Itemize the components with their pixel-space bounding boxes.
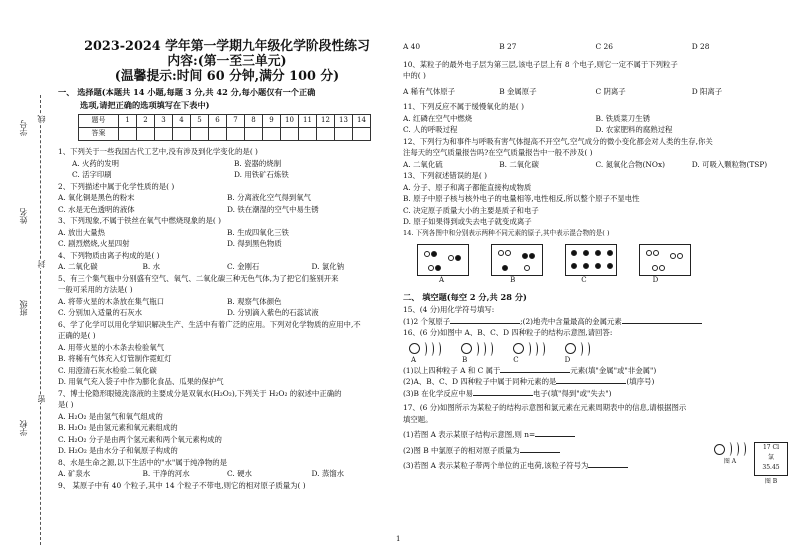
shell-arc <box>578 342 583 356</box>
answer-blank[interactable] <box>588 460 628 468</box>
option: B. 二氧化碳 <box>499 159 539 169</box>
answer-cell[interactable] <box>245 128 263 141</box>
margin-label-name: 姓名 <box>19 208 28 224</box>
shell-arc <box>741 442 746 456</box>
nucleus <box>409 343 420 354</box>
figure-b <box>754 442 788 485</box>
table-header-label: 题号 <box>79 115 119 128</box>
table-number: 3 <box>155 115 173 128</box>
answer-blank[interactable] <box>450 316 520 324</box>
answer-cell[interactable] <box>335 128 353 141</box>
atom-dot <box>659 265 665 271</box>
option: A. H₂O₂ 是由氢气和氧气组成的 <box>58 411 163 421</box>
shell-arc <box>422 342 427 356</box>
option: A. 红磷在空气中燃烧 <box>403 113 473 123</box>
option: C. 活字印刷 <box>72 170 112 179</box>
atom-dot <box>428 265 434 271</box>
exam-content: 内容:(第一至三单元) <box>167 54 287 69</box>
option: B. 观察气体颜色 <box>227 296 282 306</box>
molecule-box-a <box>417 244 469 276</box>
atom-dot <box>431 251 437 257</box>
shell-arc <box>526 342 531 356</box>
option: D. 氯化钠 <box>311 262 345 271</box>
answer-blank[interactable] <box>520 445 560 453</box>
table-number: 11 <box>299 115 317 128</box>
answer-cell[interactable] <box>119 128 137 141</box>
option: C. 用澄清石灰水检验二氧化碳 <box>58 365 157 375</box>
question-2: 2、下列描述中属于化学性质的是( ) <box>58 181 175 191</box>
option: B. 原子中原子核与核外电子的电量相等,电性相反,所以整个原子不显电性 <box>403 194 640 203</box>
atom-dot <box>571 250 577 256</box>
answer-cell[interactable] <box>263 128 281 141</box>
table-number: 5 <box>191 115 209 128</box>
periodic-cell-chlorine <box>754 442 788 476</box>
q16-labels <box>411 356 788 365</box>
option: B. 瓷器的烧制 <box>234 158 282 168</box>
atom-dot <box>502 265 508 271</box>
q16-part1 <box>403 365 788 377</box>
section1-heading-cont: 选项,请把正确的选项填写在下表中) <box>80 100 210 110</box>
atom-dot <box>595 250 601 256</box>
atom-dot <box>435 265 441 271</box>
answer-cell[interactable] <box>317 128 335 141</box>
answer-blank[interactable] <box>622 316 702 324</box>
question-1: 1、下列关于一些我国古代工艺中,没有涉及到化学变化的是( ) <box>58 147 258 156</box>
q15-part2: ;(2)地壳中含量最高的金属元素 <box>520 316 622 326</box>
figure-label: D <box>652 276 659 284</box>
atom-dot <box>646 250 652 256</box>
option: B. 干净的河水 <box>142 469 190 478</box>
question-5: 5、有三个集气瓶中分别盛有空气、氧气、二氧化碳三种无色气体,为了把它们鉴别开来 <box>58 273 339 283</box>
q17-text: (1)若图 A 表示某原子结构示意图,则 n= <box>403 430 536 439</box>
option: A. 二氧化碳 <box>58 262 98 271</box>
q16-text: (填序号) <box>626 377 655 386</box>
question-12: 12、下列行为和事件与呼吸有害气体提高不开空气,空气成分的微小变化都会对人类的生存,你关 <box>403 136 713 146</box>
table-number: 14 <box>353 115 371 128</box>
answer-table <box>78 114 371 141</box>
option: C 阴离子 <box>595 86 626 96</box>
shell-arc <box>540 342 545 356</box>
atom-dot <box>571 263 577 269</box>
option: A. 氧化铜是黑色的粉末 <box>58 193 135 202</box>
atomic-mass: 35.45 <box>762 464 780 471</box>
table-number: 2 <box>137 115 155 128</box>
atom-dot <box>455 255 461 261</box>
figure-caption: 图 A <box>723 458 737 465</box>
molecule-box-c <box>565 244 617 276</box>
figure-label: D <box>564 355 571 364</box>
atomic-number-symbol <box>755 443 787 453</box>
option: D. 用铁矿石炼铁 <box>234 170 289 179</box>
atom-dot <box>583 263 589 269</box>
atom-dot <box>652 265 658 271</box>
figure-label: A <box>439 276 445 284</box>
q17-text: (3)若图 A 表示某粒子带两个单位的正电荷,该粒子符号为 <box>403 461 589 470</box>
q17-text: (2)图 B 中氯原子的相对原子质量为 <box>403 445 520 455</box>
question-10: 10、某粒子的最外电子层为第三层,该电子层上有 8 个电子,则它一定不属于下列粒子 <box>403 59 678 69</box>
margin-label-school: 学校 <box>19 420 28 436</box>
margin-label-class: 班级 <box>19 300 28 316</box>
q11-options <box>403 124 788 136</box>
option: C. 人的呼吸过程 <box>403 125 458 134</box>
q5-options <box>58 307 396 319</box>
answer-cell[interactable] <box>191 128 209 141</box>
q12-options <box>403 159 788 171</box>
question-10-cont: 中的( ) <box>403 71 426 80</box>
option: D. 蒸馏水 <box>311 469 345 478</box>
section1-heading: 一、 选择题(本题共 14 小题,每题 3 分,共 42 分,每小题仅有一个正确 <box>58 87 316 97</box>
option: B. 生成四氧化三铁 <box>227 227 289 237</box>
shell-arc <box>488 342 493 356</box>
atom-dot <box>524 265 530 271</box>
option: A. 分子、原子和离子都能直接构成物质 <box>403 182 532 192</box>
answer-cell[interactable] <box>137 128 155 141</box>
option: A 40 <box>403 42 421 51</box>
option: C. 分别加入适量的石灰水 <box>58 308 142 317</box>
answer-cell[interactable] <box>227 128 245 141</box>
option: B 27 <box>499 42 517 51</box>
atom-diagram-a <box>409 342 441 356</box>
answer-blank[interactable] <box>500 365 570 373</box>
option: C. 氮氧化合物(NOx) <box>595 159 666 169</box>
question-7: 7、博士伦隐形眼镜洗涤液的主要成分是双氧水(H₂O₂),下列关于 H₂O₂ 的叙述中正确的 <box>58 388 342 398</box>
shell-arc <box>533 342 538 356</box>
option: D. 分别滴入紫色的石蕊试液 <box>227 308 319 317</box>
table-number: 1 <box>119 115 137 128</box>
q3-options <box>58 238 396 250</box>
option: D. 铁在潮湿的空气中易生锈 <box>227 204 319 214</box>
question-14: 14. 下列各图中和分别表示两种不同元素的原子,其中表示混合物的是( ) <box>403 228 610 237</box>
question-13: 13、下列叙述错误的是( ) <box>403 171 488 180</box>
atom-dot <box>448 255 454 261</box>
exam-tip: (温馨提示:时间 60 分钟,满分 100 分) <box>114 69 340 84</box>
shell-arc <box>481 342 486 356</box>
right-column <box>403 41 788 472</box>
seal-char-seal: 封 <box>37 260 46 268</box>
table-number: 4 <box>173 115 191 128</box>
atom-dot <box>607 263 613 269</box>
q1-options <box>58 158 396 170</box>
q8-options <box>58 468 396 480</box>
q17-part1 <box>403 429 788 441</box>
option: A. 矿泉水 <box>58 469 91 478</box>
option: D. H₂O₂ 是由水分子和氧原子构成的 <box>58 446 178 455</box>
question-11: 11、下列反应不属于缓慢氧化的是( ) <box>403 102 524 111</box>
element-symbol: Cl <box>772 444 780 451</box>
table-number: 6 <box>209 115 227 128</box>
answer-cell[interactable] <box>281 128 299 141</box>
question-8: 8、水是生命之源,以下生活中的"水"属于纯净物的是 <box>58 457 228 467</box>
option: D 28 <box>691 42 710 51</box>
question-17: 17、(6 分)如图所示为某粒子的结构示意图和氯元素在元素周期表中的信息,请根据图示 <box>403 403 687 412</box>
q1-options <box>58 169 396 181</box>
atom-dot <box>653 250 659 256</box>
option: B 金属原子 <box>499 86 537 96</box>
q15-blanks <box>403 316 788 328</box>
option: D 阳离子 <box>691 86 723 96</box>
q9-options <box>403 41 788 53</box>
figure-label: C <box>581 276 587 284</box>
nucleus <box>461 343 472 354</box>
question-6-cont: 正确的是( ) <box>58 331 96 340</box>
option: A 稀有气体原子 <box>403 86 456 96</box>
binding-margin <box>0 0 56 550</box>
nucleus <box>565 343 576 354</box>
q16-text: 电子(填"得到"或"失去") <box>532 388 612 398</box>
shell-arc <box>436 342 441 356</box>
answer-blank[interactable] <box>473 388 533 396</box>
question-7-cont: 是( ) <box>58 400 74 409</box>
option: A. 放出大量热 <box>58 227 105 237</box>
option: C. 金刚石 <box>227 262 260 271</box>
option: B. 分离液化空气得到氧气 <box>227 193 312 202</box>
atom-dot <box>529 253 535 259</box>
atom-dot <box>498 250 504 256</box>
table-number: 7 <box>227 115 245 128</box>
q5-options <box>58 296 396 308</box>
option: C. 决定原子质量大小的主要是质子和电子 <box>403 205 539 215</box>
q3-options <box>58 227 396 239</box>
option: D. 得到黑色物质 <box>227 239 282 248</box>
answer-blank[interactable] <box>556 376 626 384</box>
q16-text: (1)以上四种粒子 A 和 C 属于 <box>403 365 501 375</box>
atom-diagram-d <box>565 342 590 356</box>
option: A. 火药的发明 <box>72 158 119 168</box>
figure-caption: 图 B <box>764 478 778 485</box>
q14-labels <box>439 276 788 285</box>
shell-arc <box>429 342 434 356</box>
option: B. 将稀有气体充入灯管制作霓虹灯 <box>58 354 172 363</box>
table-answer-label: 答案 <box>79 128 119 141</box>
answer-cell[interactable] <box>209 128 227 141</box>
shell-arc <box>727 442 732 456</box>
nucleus <box>513 343 524 354</box>
atom-dot <box>677 253 683 259</box>
seal-char-secret: 密 <box>37 395 46 403</box>
figure-label: B <box>510 276 516 284</box>
option: B. 水 <box>142 262 161 271</box>
figure-label: A <box>411 355 417 364</box>
q16-atom-diagrams <box>409 342 788 356</box>
option: B. 铁质菜刀生锈 <box>595 113 650 123</box>
answer-cell[interactable] <box>353 128 371 141</box>
q2-options <box>58 192 396 204</box>
question-6: 6、学了化学可以用化学知识解决生产、生活中有着广泛的应用。下列对化学物质的应用中,不 <box>58 319 361 329</box>
q15-part1: (1)2 个氖原子 <box>403 316 451 326</box>
shell-arc <box>474 342 479 356</box>
q4-options <box>58 261 396 273</box>
q16-part2 <box>403 376 788 388</box>
atom-dot <box>607 250 613 256</box>
figure-a <box>714 442 746 465</box>
atom-dot <box>505 250 511 256</box>
exam-title: 2023-2024 学年第一学期九年级化学阶段性练习 <box>84 39 370 54</box>
answer-blank[interactable] <box>535 429 575 437</box>
option: D. 原子如果得到或失去电子就变成离子 <box>403 217 532 226</box>
answer-cell[interactable] <box>155 128 173 141</box>
option: C. 剧烈燃烧,火星四射 <box>58 239 130 248</box>
nucleus <box>714 444 725 455</box>
atomic-number: 17 <box>762 444 771 451</box>
question-17-cont: 填空题。 <box>403 414 433 424</box>
option: A. 用带火星的小木条去检验氧气 <box>58 342 165 352</box>
table-number: 9 <box>263 115 281 128</box>
question-4: 4、下列物质由离子构成的是( ) <box>58 250 160 260</box>
option: B. H₂O₂ 是由氢元素和氧元素组成的 <box>58 423 178 432</box>
option: C. 水是无色透明的液体 <box>58 204 135 214</box>
molecule-box-b <box>491 244 543 276</box>
section2-heading: 二、 填空题(每空 2 分,共 28 分) <box>403 292 527 302</box>
option: C. H₂O₂ 分子是由两个氢元素和两个氧元素构成的 <box>58 434 222 444</box>
q16-part3 <box>403 388 788 400</box>
question-3: 3、下列现象,不属于铁丝在氧气中燃烧现象的是( ) <box>58 216 221 225</box>
q17-figures <box>714 442 788 485</box>
atom-dot <box>522 253 528 259</box>
question-16: 16、(6 分)如图中 A、B、C、D 四种粒子的结构示意图,请回答: <box>403 328 613 337</box>
question-9: 9、 某原子中有 40 个粒子,其中 14 个粒子不带电,则它的相对原子质量为( ) <box>58 480 306 490</box>
question-5-cont: 一般可采用的方法是( ) <box>58 285 133 294</box>
atom-dot <box>424 251 430 257</box>
atom-diagram-17a <box>714 442 746 456</box>
left-column <box>58 0 396 491</box>
option: D. 用氧气充入袋子中作为膨化食品、瓜果的保护气 <box>58 377 224 386</box>
seal-char-line: 线 <box>37 115 46 123</box>
option: C. 硬水 <box>227 469 252 478</box>
answer-cell[interactable] <box>173 128 191 141</box>
answer-cell[interactable] <box>299 128 317 141</box>
option: A. 将带火星的木条放在集气瓶口 <box>58 296 165 306</box>
q14-figures <box>417 244 788 276</box>
q16-text: 元素(填"金属"或"非金属") <box>570 365 657 375</box>
option: A. 二氧化硫 <box>403 159 443 169</box>
question-15: 15、(4 分)用化学符号填写: <box>403 305 495 314</box>
element-name: 氯 <box>767 454 774 461</box>
table-number: 10 <box>281 115 299 128</box>
page-number: 1 <box>396 535 401 543</box>
option: D. 农家肥料的腐熟过程 <box>595 125 673 134</box>
shell-arc <box>734 442 739 456</box>
figure-label: B <box>462 355 468 364</box>
q2-options <box>58 204 396 216</box>
atom-dot <box>583 250 589 256</box>
option: D. 可吸入颗粒物(TSP) <box>691 159 768 169</box>
option: C 26 <box>595 42 613 51</box>
seal-line <box>40 95 41 545</box>
atom-dot <box>595 263 601 269</box>
atom-diagram-c <box>513 342 545 356</box>
figure-label: C <box>513 355 519 364</box>
molecule-box-d <box>639 244 691 276</box>
question-12-cont: 注每天的空气质量报告吗?在空气质量报告中一般不涉及( ) <box>403 148 593 157</box>
table-number: 13 <box>335 115 353 128</box>
q16-text: (2)A、B、C、D 四种粒子中属于同种元素的是 <box>403 377 557 386</box>
atom-diagram-b <box>461 342 493 356</box>
table-number: 12 <box>317 115 335 128</box>
q11-options <box>403 113 788 125</box>
shell-arc <box>585 342 590 356</box>
atom-dot <box>670 253 676 259</box>
margin-label-id: 学号 <box>19 120 28 136</box>
q16-text: (3)B 在化学反应中易 <box>403 388 473 398</box>
table-number: 8 <box>245 115 263 128</box>
q10-options <box>403 86 788 98</box>
